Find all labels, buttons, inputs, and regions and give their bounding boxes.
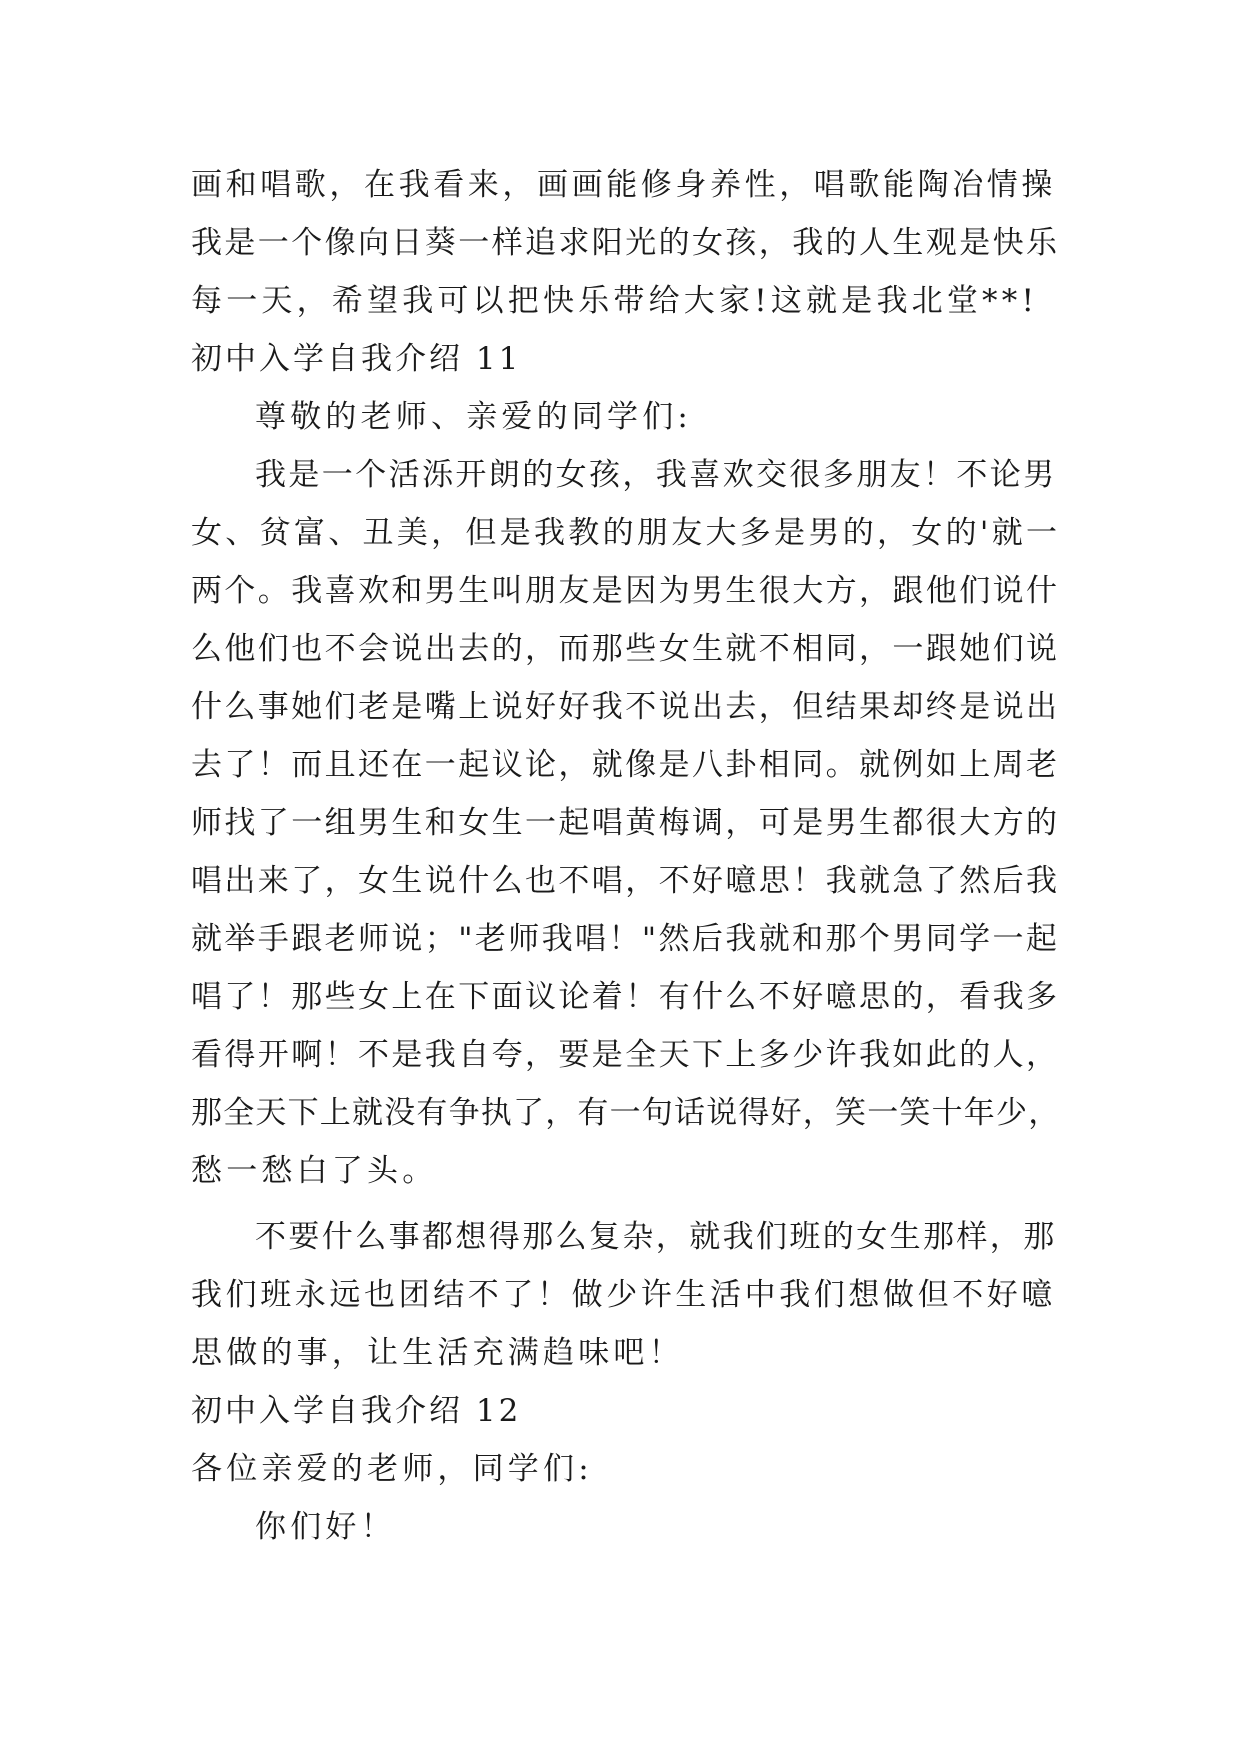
body-text-line: 画和唱歌，在我看来，画画能修身养性，唱歌能陶冶情操: [191, 167, 1056, 203]
body-text-line: 唱出来了，女生说什么也不唱，不好噫思！我就急了然后我: [191, 863, 1060, 899]
section-heading: 初中入学自我介绍 11: [191, 341, 522, 377]
body-text-line: 去了！而且还在一起议论，就像是八卦相同。就例如上周老: [191, 747, 1060, 783]
body-text-line: 两个。我喜欢和男生叫朋友是因为男生很大方，跟他们说什: [191, 573, 1060, 609]
body-text-line: 师找了一组男生和女生一起唱黄梅调，可是男生都很大方的: [191, 805, 1060, 841]
body-text-line: 那全天下上就没有争执了，有一句话说得好，笑一笑十年少，: [191, 1095, 1061, 1131]
body-text-line: 思做的事，让生活充满趋味吧！: [191, 1335, 684, 1371]
body-text-line: 就举手跟老师说；"老师我唱！"然后我就和那个男同学一起: [191, 921, 1060, 957]
body-text-line: 愁一愁白了头。: [191, 1153, 438, 1189]
body-text-line: 么他们也不会说出去的，而那些女生就不相同，一跟她们说: [191, 631, 1060, 667]
greeting-line: 你们好！: [255, 1509, 396, 1545]
body-text-line: 唱了！那些女上在下面议论着！有什么不好噫思的，看我多: [191, 979, 1060, 1015]
body-text-line: 看得开啊！不是我自夸，要是全天下上多少许我如此的人，: [191, 1037, 1060, 1073]
paragraph-start-line: 不要什么事都想得那么复杂，就我们班的女生那样，那: [255, 1219, 1057, 1255]
body-text-line: 什么事她们老是嘴上说好好我不说出去，但结果却终是说出: [191, 689, 1060, 725]
salutation: 尊敬的老师、亲爱的同学们:: [255, 399, 693, 435]
section-heading: 初中入学自我介绍 12: [191, 1393, 522, 1429]
body-text-line: 每一天，希望我可以把快乐带给大家!这就是我北堂**!: [191, 283, 1039, 319]
salutation: 各位亲爱的老师，同学们:: [191, 1451, 593, 1487]
paragraph-start-line: 我是一个活泺开朗的女孩，我喜欢交很多朋友！不论男: [255, 457, 1057, 493]
body-text-line: 女、贫富、丑美，但是我教的朋友大多是男的，女的'就一: [191, 515, 1061, 551]
body-text-line: 我们班永远也团结不了！做少许生活中我们想做但不好噫: [191, 1277, 1056, 1313]
body-text-line: 我是一个像向日葵一样追求阳光的女孩，我的人生观是快乐: [191, 225, 1060, 261]
